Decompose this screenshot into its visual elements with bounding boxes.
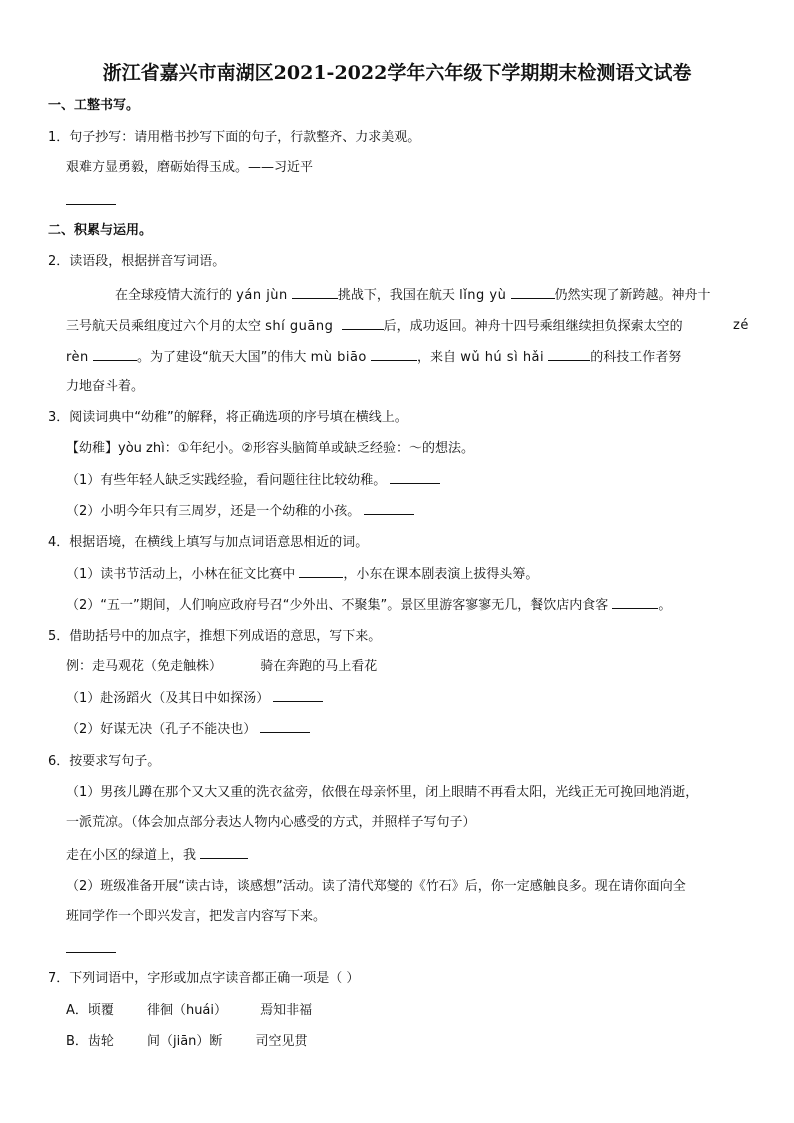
answer-blank[interactable] — [299, 565, 343, 578]
question-5-stem: 5．借助括号中的加点字，推想下列成语的意思，写下来。 — [48, 629, 382, 644]
passage-text: 的科技工作者努 — [590, 350, 682, 365]
question-2-line-1 — [115, 286, 711, 305]
answer-blank[interactable] — [342, 317, 384, 330]
answer-blank[interactable] — [66, 940, 116, 953]
answer-blank[interactable] — [371, 348, 417, 361]
answer-blank[interactable] — [364, 502, 414, 515]
question-6-answer-line — [66, 940, 116, 959]
answer-blank[interactable] — [511, 286, 555, 299]
pinyin-prompt: yán jùn — [236, 288, 288, 303]
answer-blank[interactable] — [273, 689, 323, 702]
passage-text: 在全球疫情大流行的 — [115, 288, 233, 303]
section-heading-2: 二、积累与运用。 — [48, 223, 153, 238]
question-4-item-2: （2）“五一”期间，人们响应政府号召“少外出、不聚集”。景区里游客寥寥无几，餐饮店内食客 。 — [66, 598, 672, 613]
question-3-item-1: （1）有些年轻人缺乏实践经验，看问题往往比较幼稚。 — [66, 471, 440, 490]
question-6-item-2-line-1: （2）班级准备开展“读古诗，谈感想”活动。读了清代郑燮的《竹石》后，你一定感触良多。现在请你面向全 — [66, 879, 686, 894]
question-7-option-a: A．顷覆 徘徊（huái） 焉知非福 — [66, 1003, 313, 1018]
question-1-sentence: 艰难方显勇毅，磨砺始得玉成。——习近平 — [66, 160, 314, 175]
question-5-example: 例：走马观花（免走触株） 骑在奔跑的马上看花 — [66, 659, 378, 674]
pinyin-prompt: rèn — [66, 350, 89, 365]
passage-text: 仍然实现了新跨越。神舟十 — [554, 288, 711, 303]
question-7-option-b: B．齿轮 间（jiān）断 司空见贯 — [66, 1034, 308, 1049]
passage-text: 。为了建设“航天大国”的伟大 — [136, 350, 307, 365]
question-2-line-2 — [66, 317, 683, 336]
answer-blank[interactable] — [93, 348, 137, 361]
question-7-stem: 7．下列词语中，字形或加点字读音都正确一项是（ ） — [48, 971, 360, 986]
page-title: 浙江省嘉兴市南湖区2021-2022学年六年级下学期期末检测语文试卷 — [102, 62, 692, 84]
question-1-answer-line — [66, 192, 116, 211]
question-2-stem: 2．读语段，根据拼音写词语。 — [48, 254, 226, 269]
question-4-item-1: （1）读书节活动上，小林在征文比赛中 ，小东在课本剧表演上拔得头筹。 — [66, 567, 539, 582]
question-2-line-3 — [66, 348, 681, 367]
question-3-stem: 3．阅读词典中“幼稚”的解释，将正确选项的序号填在横线上。 — [48, 410, 408, 425]
answer-blank[interactable] — [200, 846, 248, 859]
question-5-item-1: （1）赴汤蹈火（及其日中如探汤） — [66, 689, 323, 708]
passage-text: 后，成功返回。神舟十四号乘组继续担负探索太空的 — [383, 319, 683, 334]
pinyin-prompt: wǔ hú sì hǎi — [460, 350, 545, 365]
question-2-line-4: 力地奋斗着。 — [66, 379, 145, 394]
question-6-item-2-line-2: 班同学作一个即兴发言，把发言内容写下来。 — [66, 909, 327, 924]
answer-blank[interactable] — [390, 471, 440, 484]
dictionary-entry: 【幼稚】yòu zhì：①年纪小。②形容头脑简单或缺乏经验：～的想法。 — [66, 441, 475, 456]
question-5-item-2: （2）好谋无决（孔子不能决也） — [66, 720, 310, 739]
answer-blank[interactable] — [612, 596, 658, 609]
pinyin-prompt: mù biāo — [310, 350, 367, 365]
answer-blank[interactable] — [548, 348, 590, 361]
passage-text: 挑战下，我国在航天 — [337, 288, 455, 303]
pinyin-prompt: zé — [733, 318, 749, 333]
question-6-item-1-answer: 走在小区的绿道上，我 — [66, 846, 248, 865]
pinyin-prompt: shí guāng — [265, 319, 334, 334]
answer-blank[interactable] — [292, 286, 338, 299]
question-4-stem: 4．根据语境，在横线上填写与加点词语意思相近的词。 — [48, 535, 369, 550]
question-1-stem: 1．句子抄写：请用楷书抄写下面的句子，行款整齐、力求美观。 — [48, 130, 421, 145]
question-3-item-2: （2）小明今年只有三周岁，还是一个幼稚的小孩。 — [66, 502, 414, 521]
pinyin-prompt: lǐng yù — [459, 288, 507, 303]
question-6-item-1-line-1: （1）男孩儿蹲在那个又大又重的洗衣盆旁，依偎在母亲怀里，闭上眼睛不再看太阳，光线正无可挽回地消逝， — [66, 785, 699, 800]
question-6-item-1-line-2: 一派荒凉。（体会加点部分表达人物内心感受的方式，并照样子写句子） — [66, 815, 476, 830]
question-6-stem: 6．按要求写句子。 — [48, 754, 161, 769]
answer-blank[interactable] — [260, 720, 310, 733]
section-heading-1: 一、工整书写。 — [48, 98, 140, 113]
passage-text: ，来自 — [417, 350, 457, 365]
passage-text: 三号航天员乘组度过六个月的太空 — [66, 319, 262, 334]
